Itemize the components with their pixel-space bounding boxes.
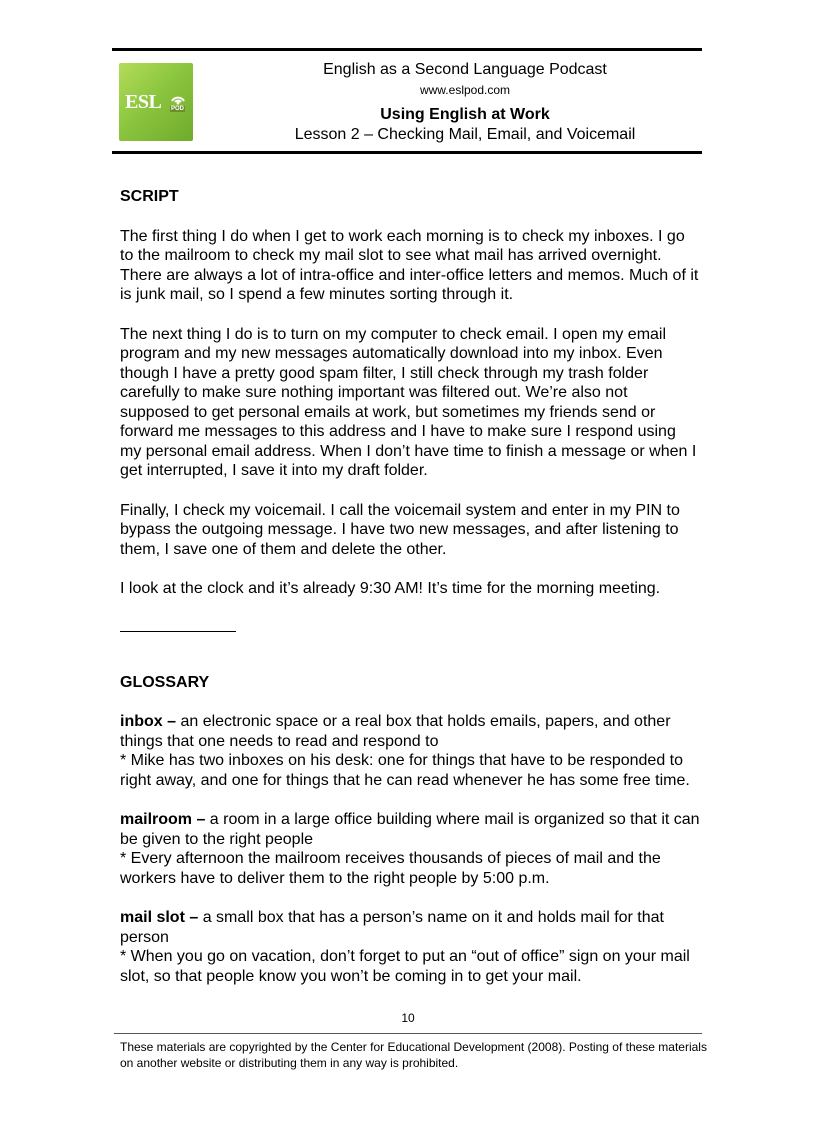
header-bottom-rule: [112, 151, 702, 154]
site-url: www.eslpod.com: [419, 83, 511, 97]
glossary-definition: an electronic space or a real box that holds emails, papers, and other things that one needs to read and respond to: [120, 713, 671, 750]
glossary-entry: [120, 908, 700, 947]
footer-rule: [114, 1033, 702, 1034]
course-title: Using English at Work: [380, 106, 550, 123]
logo-text: ESL: [125, 91, 162, 113]
glossary-example: * When you go on vacation, don’t forget to put an “out of office” sign on your mail slot, so that people know you won’t be coming in to get your mail.: [120, 948, 690, 985]
glossary-definition: a small box that has a person’s name on it and holds mail for that person: [120, 909, 664, 946]
glossary-heading: GLOSSARY: [120, 673, 210, 691]
glossary-definition: a room in a large office building where mail is organized so that it can be given to the right people: [120, 811, 700, 848]
page-number: 10: [401, 1011, 415, 1025]
glossary-term: mailroom –: [120, 811, 206, 828]
script-paragraph: Finally, I check my voicemail. I call the voicemail system and enter in my PIN to bypass the outgoing message. I have two new messages, and after listening to them, I save one of them and delete the other.: [120, 501, 680, 558]
eslpod-logo: [119, 63, 193, 141]
copyright-footer: These materials are copyrighted by the Center for Educational Development (2008). Posting of these materials on another website or distributing them in any way is prohibited.: [120, 1040, 707, 1070]
logo-sub: POD: [171, 106, 185, 112]
script-paragraph: The first thing I do when I get to work each morning is to check my inboxes. I go to the mailroom to check my mail slot to see what mail has arrived overnight. There are always a lot of intra-office and inter-office letters and memos. Much of it is junk mail, so I spend a few minutes sorting through it.: [120, 227, 699, 303]
glossary-entry: [120, 712, 700, 751]
glossary-term: inbox –: [120, 713, 177, 730]
site-title: English as a Second Language Podcast: [323, 61, 607, 78]
glossary-example: * Mike has two inboxes on his desk: one for things that have to be responded to right away, and one for things that he can read whenever he has some free time.: [120, 752, 690, 789]
glossary-term: mail slot –: [120, 909, 199, 926]
script-heading: SCRIPT: [120, 188, 179, 205]
header-top-rule: [112, 48, 702, 51]
lesson-title: Lesson 2 – Checking Mail, Email, and Voicemail: [294, 126, 636, 143]
script-paragraph: I look at the clock and it’s already 9:30 AM! It’s time for the morning meeting.: [120, 580, 661, 597]
document-body: [120, 187, 700, 986]
script-paragraph: The next thing I do is to turn on my computer to check email. I open my email program and my new messages automatically download into my inbox. Even though I have a pretty good spam filter, I still check through my trash folder carefully to make sure nothing important was filtered out. We’re also not supposed to get personal emails at work, but sometimes my friends send or forward me messages to this address and I have to make sure I respond using my personal email address. When I don’t have time to finish a message or when I get interrupted, I save it into my draft folder.: [120, 325, 697, 479]
glossary-entry: [120, 810, 700, 849]
glossary-example: * Every afternoon the mailroom receives thousands of pieces of mail and the workers have to deliver them to the right people by 5:00 p.m.: [120, 850, 661, 887]
